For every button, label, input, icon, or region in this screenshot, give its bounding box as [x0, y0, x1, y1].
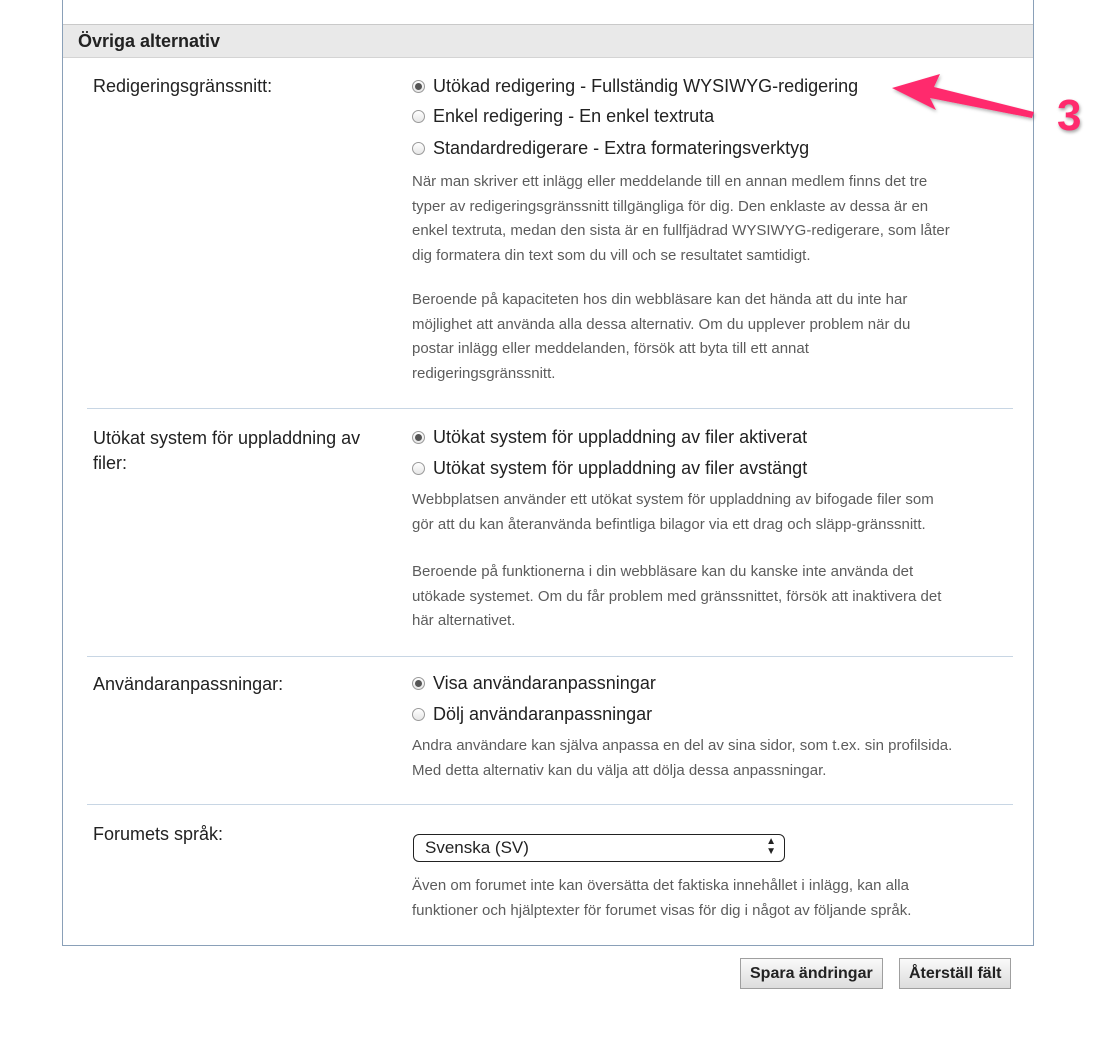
- radio-checked-icon[interactable]: [412, 431, 425, 444]
- customization-option-hide[interactable]: [412, 701, 652, 727]
- upload-option-disabled[interactable]: [412, 455, 807, 481]
- customization-description: Andra användare kan själva anpassa en del av sina sidor, som t.ex. sin profilsida. Med detta alternativ kan du välja att dölja dessa anpassningar.: [412, 737, 953, 779]
- editor-option-label: Utökad redigering - Fullständig WYSIWYG-redigering: [433, 75, 859, 96]
- annotation-arrow-icon: [890, 68, 1040, 128]
- radio-checked-icon[interactable]: [412, 677, 425, 690]
- upload-option-label: Utökat system för uppladdning av filer aktiverat: [433, 426, 808, 447]
- language-label: Forumets språk:: [93, 824, 224, 844]
- editor-label: Redigeringsgränssnitt:: [93, 76, 273, 96]
- divider: [87, 408, 1013, 409]
- editor-option-label: Standardredigerare - Extra formateringsverktyg: [433, 137, 810, 158]
- customization-label: Användaranpassningar:: [93, 674, 284, 694]
- radio-unchecked-icon[interactable]: [412, 462, 425, 475]
- divider: [87, 656, 1013, 657]
- upload-option-enabled[interactable]: [412, 424, 807, 450]
- language-selected-value: Svenska (SV): [425, 838, 529, 857]
- language-description: Även om forumet inte kan översätta det faktiska innehållet i inlägg, kan alla funktioner och hjälptexter för forumet visas för dig i något av följande språk.: [412, 877, 912, 919]
- editor-option-simple[interactable]: [412, 103, 714, 129]
- editor-description-2: Beroende på kapaciteten hos din webbläsare kan det hända att du inte har möjlighet att använda alla dessa alternativ. Om du upplever problem när du postar inlägg eller meddelanden, försök att byta till ett annat redigeringsgränssnitt.: [412, 291, 911, 382]
- language-select[interactable]: [413, 834, 785, 862]
- upload-description-1: Webbplatsen använder ett utökat system för uppladdning av bifogade filer som gör att du kan återanvända befintliga bilagor via ett drag och släpp-gränssnitt.: [412, 491, 934, 533]
- customization-option-label: Dölj användaranpassningar: [433, 703, 653, 724]
- upload-label: Utökat system för uppladdning av filer:: [93, 428, 361, 473]
- upload-description-2: Beroende på funktionerna i din webbläsare kan du kanske inte använda det utökade systemet. Om du får problem med gränssnittet, försök att inaktivera det här alternativet.: [412, 563, 942, 629]
- editor-option-label: Enkel redigering - En enkel textruta: [433, 105, 715, 126]
- customization-option-show[interactable]: [412, 670, 656, 696]
- editor-option-wysiwyg[interactable]: [412, 73, 858, 99]
- editor-option-standard[interactable]: [412, 135, 809, 161]
- options-panel: [62, 0, 1034, 946]
- upload-option-label: Utökat system för uppladdning av filer avstängt: [433, 457, 808, 478]
- section-header: [63, 24, 1033, 58]
- customization-option-label: Visa användaranpassningar: [433, 672, 656, 693]
- section-title: Övriga alternativ: [78, 31, 221, 51]
- editor-description-1: När man skriver ett inlägg eller meddelande till en annan medlem finns det tre typer av redigeringsgränssnitt tillgängliga för dig. Den enklaste av dessa är en enkel textruta, medan den sista är en fullfjädrad WYSIWYG-redigerare, som låter dig formatera din text som du vill och se resultatet samtidigt.: [412, 173, 950, 264]
- annotation-number: 3: [1057, 91, 1082, 140]
- save-button[interactable]: Spara ändringar: [740, 958, 883, 989]
- divider: [87, 804, 1013, 805]
- radio-unchecked-icon[interactable]: [412, 708, 425, 721]
- radio-unchecked-icon[interactable]: [412, 142, 425, 155]
- radio-unchecked-icon[interactable]: [412, 110, 425, 123]
- radio-checked-icon[interactable]: [412, 80, 425, 93]
- reset-button[interactable]: Återställ fält: [899, 958, 1011, 989]
- select-arrows-icon: ▲ ▼: [766, 836, 776, 857]
